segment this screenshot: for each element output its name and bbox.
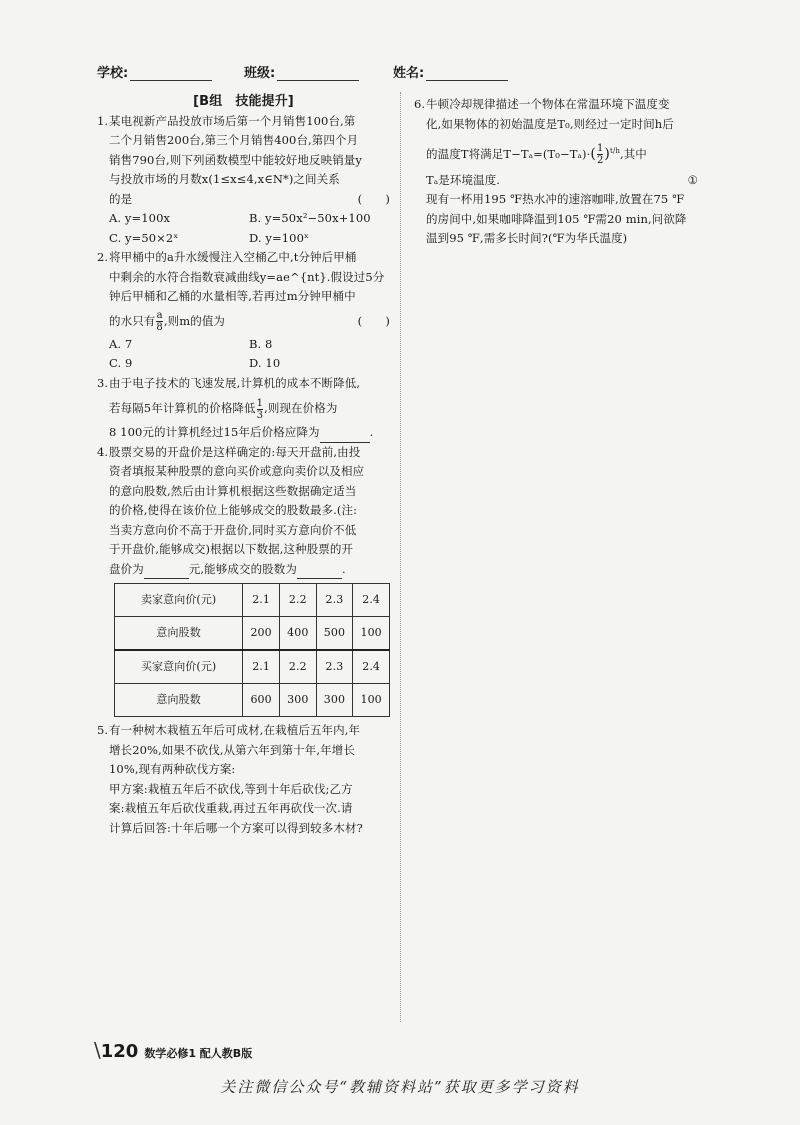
q4-line7-c: . xyxy=(341,561,346,576)
left-column xyxy=(97,92,390,838)
q2-option-c: C. 9 xyxy=(109,356,133,370)
q2-answer-paren: ( ) xyxy=(357,313,390,328)
q3-line3: 8 100元的计算机经过15年后价格应降为 xyxy=(109,425,320,439)
q1-option-b: B. y=50x²−50x+100 xyxy=(249,211,371,225)
table-cell: 2.4 xyxy=(353,650,390,684)
q4-line5: 当卖方意向价不高于开盘价,同时买方意向价不低 xyxy=(109,522,357,537)
column-divider xyxy=(400,92,401,1022)
q4-price-blank xyxy=(144,578,189,579)
q4-line2: 资者填报某种股票的意向买价或意向卖价以及相应 xyxy=(109,464,365,478)
table-cell: 500 xyxy=(316,617,353,651)
q5-line1: 有一种树木栽植五年后可成材,在栽植后五年内,年 xyxy=(109,723,361,737)
q3-line3-end: . xyxy=(369,425,374,439)
q6-line2: 化,如果物体的初始温度是T₀,则经过一定时间h后 xyxy=(426,116,674,131)
class-blank xyxy=(277,80,359,81)
section-title: [B组 技能提升] xyxy=(193,94,294,109)
q4-number: 4. xyxy=(97,444,109,459)
q6-line1: 牛顿冷却规律描述一个物体在常温环境下温度变 xyxy=(426,97,670,111)
q2-line1: 将甲桶中的a升水缓慢注入空桶乙中,t分钟后甲桶 xyxy=(109,250,357,264)
table-cell: 300 xyxy=(279,684,316,717)
question-5 xyxy=(97,721,390,838)
name-blank xyxy=(426,80,508,81)
page-number: 120 xyxy=(100,1041,139,1062)
table-cell: 2.2 xyxy=(279,584,316,617)
q3-fraction xyxy=(257,398,263,421)
table-cell: 200 xyxy=(243,617,280,651)
q1-line1: 某电视新产品投放市场后第一个月销售100台,第 xyxy=(109,113,356,128)
q4-shares-blank xyxy=(297,578,342,579)
table-row xyxy=(115,617,390,651)
q4-line3: 的意向股数,然后由计算机根据这些数据确定适当 xyxy=(109,483,357,498)
question-2 xyxy=(97,248,390,374)
q1-answer-paren: ( ) xyxy=(357,191,390,206)
q1-option-a: A. y=100x xyxy=(109,211,171,225)
question-3 xyxy=(97,374,390,443)
q2-frac-num: a xyxy=(156,310,163,321)
q1-option-d: D. y=100ˣ xyxy=(249,230,309,245)
q1-line5: 的是 xyxy=(109,191,133,206)
table-cell: 300 xyxy=(316,684,353,717)
q5-number: 5. xyxy=(97,723,109,737)
q6-number: 6. xyxy=(414,97,426,111)
table-cell: 2.2 xyxy=(279,650,316,684)
page-footer xyxy=(94,1038,252,1062)
q6-exponent: t/h xyxy=(609,147,620,155)
q5-line2: 增长20%,如果不砍伐,从第六年到第十年,年增长 xyxy=(109,742,355,757)
q2-fraction xyxy=(156,310,162,333)
table-cell: 100 xyxy=(353,684,390,717)
table-row xyxy=(115,650,390,684)
class-label: 班级: xyxy=(244,66,276,81)
q6-paren-open: ( xyxy=(590,145,596,162)
q6-line3-pre: 的温度T将满足T−Tₐ=(T₀−Tₐ)· xyxy=(426,146,591,161)
q1-line3: 销售790台,则下列函数模型中能较好地反映销量y xyxy=(109,152,362,167)
table-cell: 买家意向价(元) xyxy=(115,650,243,684)
q2-option-a: A. 7 xyxy=(109,336,133,351)
q1-line4: 与投放市场的月数x(1≤x≤4,x∈N*)之间关系 xyxy=(109,172,340,186)
q4-line6: 于开盘价,能够成交)根据以下数据,这种股票的开 xyxy=(109,542,354,556)
question-4 xyxy=(97,443,390,718)
q3-line2-post: ,则现在价格为 xyxy=(264,401,338,415)
school-field xyxy=(97,62,212,81)
q6-line6: 的房间中,如果咖啡降温到105 ℉需20 min,问欲降 xyxy=(426,211,687,226)
q3-frac-num: 1 xyxy=(256,397,264,409)
table-cell: 2.1 xyxy=(243,650,280,684)
q4-line4: 的价格,使得在该价位上能够成交的股数最多.(注: xyxy=(109,503,358,517)
school-label: 学校: xyxy=(97,66,129,81)
q2-line4-post: ,则m的值为 xyxy=(163,313,226,328)
question-1 xyxy=(97,112,390,249)
class-field xyxy=(244,62,359,81)
q4-line7-b: 元,能够成交的股数为 xyxy=(188,561,297,576)
q6-frac-num: 1 xyxy=(596,143,604,155)
q5-line5: 案:栽植五年后砍伐重栽,再过五年再砍伐一次.请 xyxy=(109,801,353,815)
name-field xyxy=(393,62,508,81)
footer-slash-mark: \ xyxy=(94,1038,101,1062)
question-6 xyxy=(414,95,706,249)
table-cell: 意向股数 xyxy=(115,617,243,651)
table-cell: 2.3 xyxy=(316,584,353,617)
q5-line3: 10%,现有两种砍伐方案: xyxy=(109,762,236,776)
name-label: 姓名: xyxy=(393,66,425,81)
q3-line2-pre: 若每隔5年计算机的价格降低 xyxy=(109,401,256,415)
table-cell: 2.1 xyxy=(243,584,280,617)
table-cell: 100 xyxy=(353,617,390,651)
q5-line4: 甲方案:栽植五年后不砍伐,等到十年后砍伐;乙方 xyxy=(109,781,353,796)
q3-line1: 由于电子技术的飞速发展,计算机的成本不断降低, xyxy=(109,375,361,390)
book-title: 数学必修1 配人教B版 xyxy=(144,1047,253,1060)
table-cell: 意向股数 xyxy=(115,684,243,717)
q1-option-c: C. y=50×2ˣ xyxy=(109,230,179,245)
right-column xyxy=(414,95,706,249)
q2-line4-pre: 的水只有 xyxy=(109,313,156,328)
q6-fraction xyxy=(597,143,603,166)
q6-line5: 现有一杯用195 ℉热水冲的速溶咖啡,放置在75 ℉ xyxy=(426,192,685,207)
q2-number: 2. xyxy=(97,250,109,264)
q6-line3-post: ,其中 xyxy=(619,146,647,161)
q6-line7: 温到95 ℉,需多长时间?(℉为华氏温度) xyxy=(426,231,628,246)
q2-option-d: D. 10 xyxy=(249,356,281,370)
q3-number: 3. xyxy=(97,375,109,390)
q3-frac-den: 3 xyxy=(256,409,264,421)
table-row xyxy=(115,684,390,717)
q2-frac-den: 8 xyxy=(156,322,163,333)
q1-number: 1. xyxy=(97,113,109,128)
q1-line2: 二个月销售200台,第三个月销售400台,第四个月 xyxy=(109,133,359,147)
q4-line7-a: 盘价为 xyxy=(109,561,144,576)
table-cell: 600 xyxy=(243,684,280,717)
q2-option-b: B. 8 xyxy=(249,336,273,351)
table-cell: 卖家意向价(元) xyxy=(115,584,243,617)
table-row xyxy=(115,584,390,617)
table-cell: 2.3 xyxy=(316,650,353,684)
q6-equation-mark: ① xyxy=(687,172,698,187)
q6-frac-den: 2 xyxy=(596,155,604,167)
watermark-text: 关注微信公众号“教辅资料站”获取更多学习资料 xyxy=(220,1078,580,1096)
table-cell: 400 xyxy=(279,617,316,651)
q4-line1: 股票交易的开盘价是这样确定的:每天开盘前,由投 xyxy=(109,444,361,459)
q5-line6: 计算后回答:十年后哪一个方案可以得到较多木材? xyxy=(109,820,363,835)
q6-paren-close: ) xyxy=(604,145,610,162)
stock-table xyxy=(114,583,390,717)
table-cell: 2.4 xyxy=(353,584,390,617)
q6-line4: Tₐ是环境温度. xyxy=(426,172,501,187)
q2-line2: 中剩余的水符合指数衰减曲线y=ae^{nt}.假设过5分 xyxy=(109,269,385,284)
school-blank xyxy=(130,80,212,81)
q2-line3: 钟后甲桶和乙桶的水量相等,若再过m分钟甲桶中 xyxy=(109,289,356,303)
